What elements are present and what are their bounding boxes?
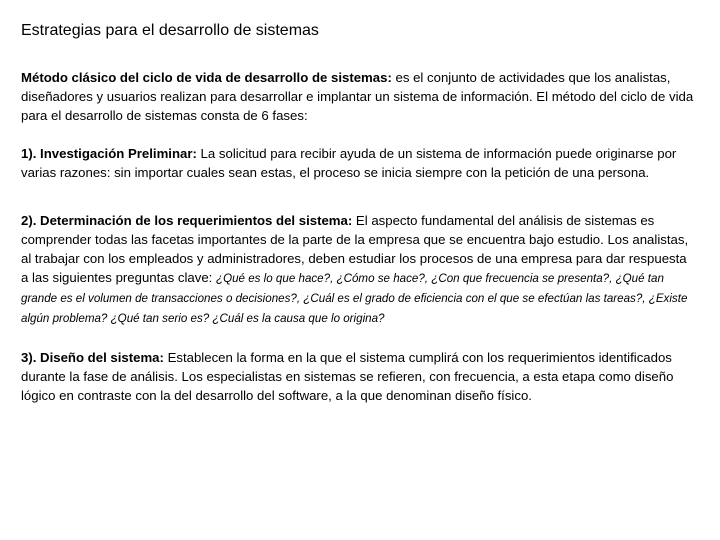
intro-paragraph xyxy=(21,68,697,125)
phase-1-paragraph xyxy=(21,144,697,182)
phase-2-questions: ¿Qué es lo que hace?, ¿Cómo se hace?, ¿Con que frecuencia se presenta?, ¿Qué tan grande es el volumen de transacciones o decisiones?, ¿Cuál es el grado de eficiencia con el que se efectúan las tareas?, ¿Existe algún problema? ¿Qué tan serio es? ¿Cuál es la causa que lo origina? xyxy=(21,272,688,325)
phase-1-heading: 1). Investigación Preliminar: xyxy=(21,146,197,161)
phase-2-heading: 2). Determinación de los requerimientos del sistema: xyxy=(21,213,353,228)
phase-3-paragraph xyxy=(21,348,697,405)
intro-heading: Método clásico del ciclo de vida de desarrollo de sistemas: xyxy=(21,70,392,85)
phase-3-text: Establecen la forma en la que el sistema cumplirá con los requerimientos identificados durante la fase de análisis. Los especialistas en sistemas se refieren, con frecuencia, a esta etapa como diseño lógico en contraste con la del desarrollo del software, a la que denominan diseño físico. xyxy=(21,350,674,403)
phase-3-heading: 3). Diseño del sistema: xyxy=(21,350,164,365)
intro-text: es el conjunto de actividades que los analistas, diseñadores y usuarios realizan para desarrollar e implantar un sistema de información. El método del ciclo de vida para el desarrollo de sistemas consta de 6 fases: xyxy=(21,70,694,123)
phase-2-text: El aspecto fundamental del análisis de sistemas es comprender todas las facetas importantes de la parte de la empresa que se encuentra bajo estudio. Los analistas, al trabajar con los empleados y administradores, deben estudiar los procesos de una empresa para dar respuesta a las siguientes preguntas clave: xyxy=(21,213,689,285)
phase-1-text: La solicitud para recibir ayuda de un sistema de información puede originarse por varias razones: sin importar cuales sean estas, el proceso se inicia siempre con la petición de una persona. xyxy=(21,146,677,180)
page-title: Estrategias para el desarrollo de sistemas xyxy=(21,22,319,39)
phase-2-paragraph xyxy=(21,211,697,328)
